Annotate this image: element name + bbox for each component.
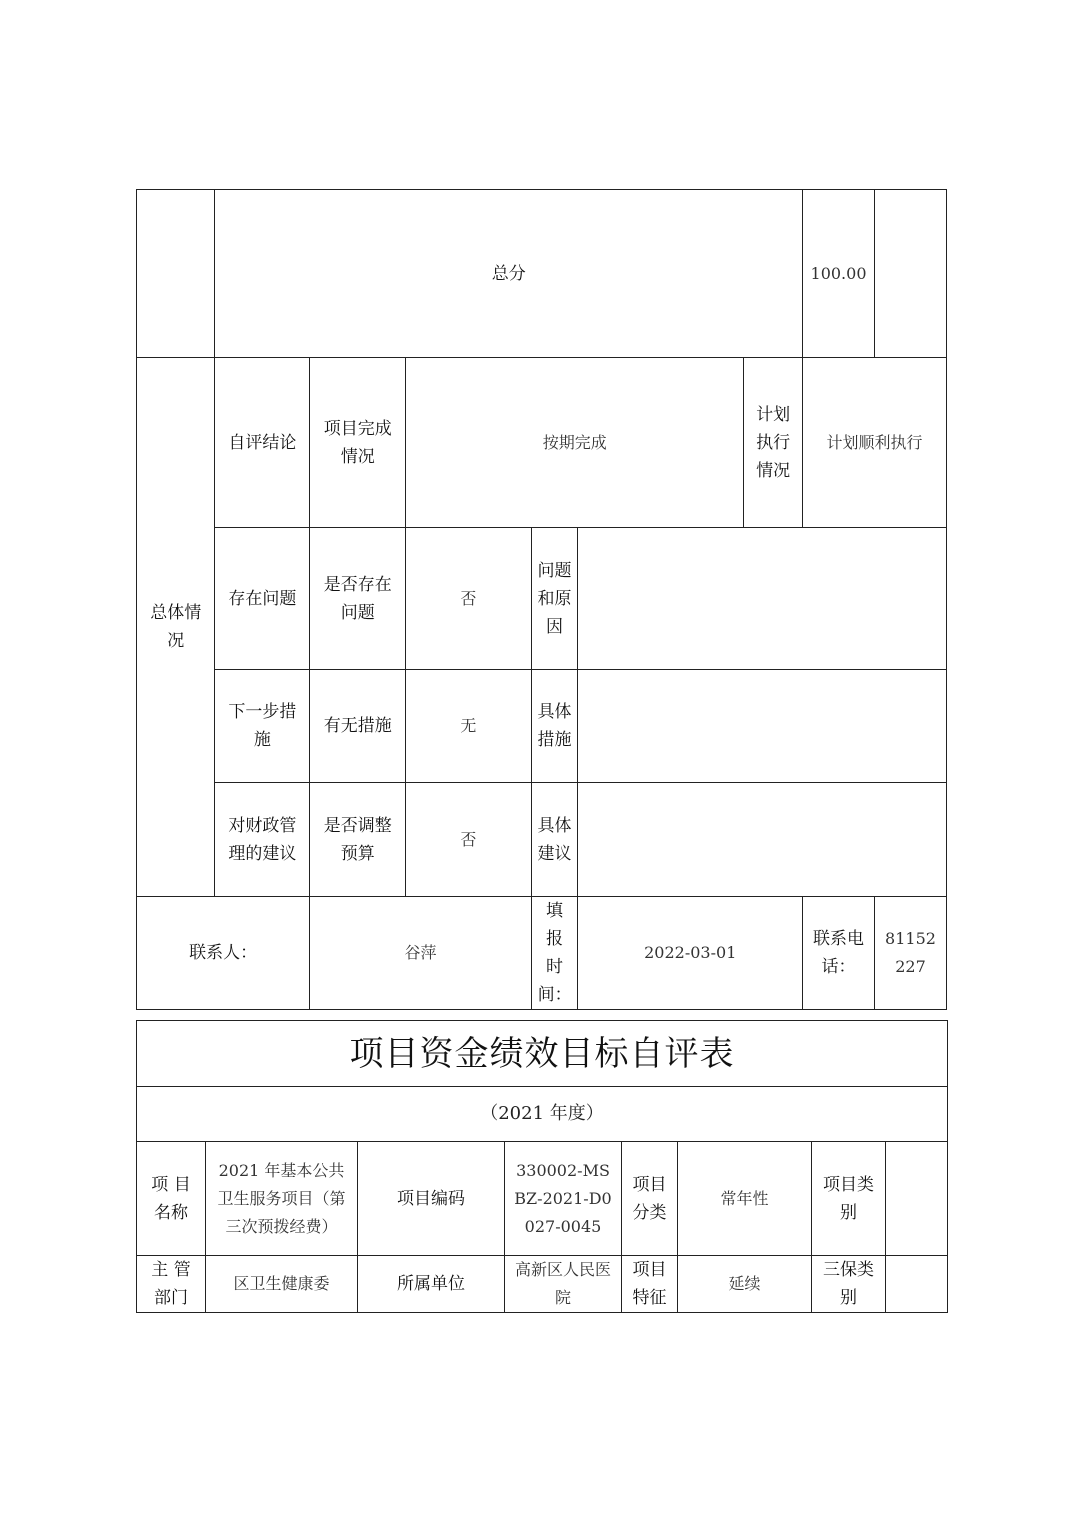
specific-advice-value [578, 783, 947, 897]
blank-cell [874, 190, 946, 358]
problem-reasons-value [578, 528, 947, 670]
project-feature-label: 项目特征 [622, 1256, 678, 1313]
overall-situation-label: 总体情况 [137, 358, 215, 897]
total-score-value: 100.00 [803, 190, 875, 358]
performance-form [136, 1020, 948, 1313]
specific-advice-label: 具体建议 [531, 783, 578, 897]
problems-label: 存在问题 [215, 528, 310, 670]
department-value: 区卫生健康委 [206, 1256, 358, 1313]
project-category-value: 常年性 [678, 1142, 812, 1256]
blank-cell [137, 190, 215, 358]
form-title: 项目资金绩效目标自评表 [137, 1021, 948, 1087]
unit-value: 高新区人民医院 [505, 1256, 622, 1313]
plan-execution-label: 计划执行情况 [744, 358, 803, 528]
project-type-value [886, 1142, 948, 1256]
project-type-label: 项目类别 [812, 1142, 886, 1256]
self-eval-label: 自评结论 [215, 358, 310, 528]
plan-execution-value: 计划顺利执行 [803, 358, 947, 528]
total-score-label: 总分 [215, 190, 803, 358]
adjust-budget-value: 否 [406, 783, 531, 897]
fill-date-value: 2022-03-01 [578, 897, 803, 1010]
problem-reasons-label: 问题和原因 [531, 528, 578, 670]
contact-phone-value: 81152227 [874, 897, 946, 1010]
unit-label: 所属单位 [358, 1256, 505, 1313]
project-name-value: 2021 年基本公共卫生服务项目（第三次预拨经费） [206, 1142, 358, 1256]
project-code-label: 项目编码 [358, 1142, 505, 1256]
has-measures-value: 无 [406, 670, 531, 783]
completion-value: 按期完成 [406, 358, 744, 528]
has-measures-label: 有无措施 [310, 670, 406, 783]
completion-label: 项目完成情况 [310, 358, 406, 528]
contact-person-value: 谷萍 [310, 897, 531, 1010]
project-name-label: 项 目名称 [137, 1142, 206, 1256]
three-guarantee-label: 三保类别 [812, 1256, 886, 1313]
finance-advice-label: 对财政管理的建议 [215, 783, 310, 897]
contact-person-label: 联系人： [137, 897, 310, 1010]
has-problems-value: 否 [406, 528, 531, 670]
adjust-budget-label: 是否调整预算 [310, 783, 406, 897]
specific-measures-label: 具体措施 [531, 670, 578, 783]
department-label: 主 管部门 [137, 1256, 206, 1313]
project-feature-value: 延续 [678, 1256, 812, 1313]
project-category-label: 项目分类 [622, 1142, 678, 1256]
next-steps-label: 下一步措施 [215, 670, 310, 783]
contact-phone-label: 联系电话： [803, 897, 875, 1010]
three-guarantee-value [886, 1256, 948, 1313]
fill-date-label: 填报时间： [531, 897, 578, 1010]
has-problems-label: 是否存在问题 [310, 528, 406, 670]
specific-measures-value [578, 670, 947, 783]
summary-table [136, 189, 947, 1010]
form-year: （2021 年度） [137, 1087, 948, 1142]
project-code-value: 330002-MSBZ-2021-D0027-0045 [505, 1142, 622, 1256]
